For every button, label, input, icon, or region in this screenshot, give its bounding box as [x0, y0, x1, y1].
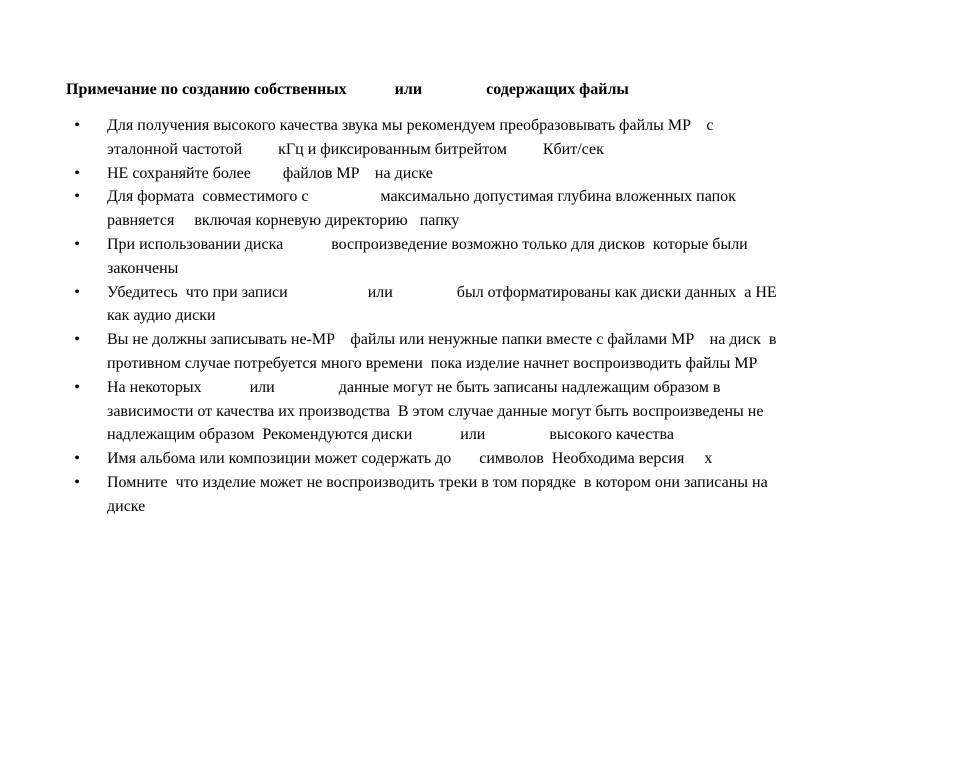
list-item-line: На некоторых или данные могут не быть записаны надлежащим образом в [107, 378, 721, 396]
list-item-line: При использовании диска воспроизведение возможно только для дисков которые были [107, 235, 748, 253]
list-item-line: НЕ сохраняйте более файлов MP на диске [107, 164, 433, 182]
list-item [0, 281, 897, 329]
list-item [0, 471, 897, 519]
bullet-icon: • [74, 378, 80, 396]
list-item-line: противном случае потребуется много времени пока изделие начнет воспроизводить файлы MP [107, 354, 758, 372]
list-item [0, 328, 897, 376]
list-item-line: эталонной частотой кГц и фиксированным битрейтом Кбит/сек [107, 140, 604, 158]
list-item-line: Вы не должны записывать не-MP файлы или ненужные папки вместе с файлами MP на диск в [107, 331, 777, 349]
bullet-icon: • [74, 450, 80, 468]
list-item-line: закончены [107, 259, 179, 277]
list-item-line: как аудио диски [107, 307, 216, 325]
list-item-line: диске [107, 497, 146, 515]
list-item [0, 233, 897, 281]
list-item-line: равняется включая корневую директорию папку [107, 212, 460, 230]
list-item [0, 447, 897, 471]
list-item-line: Имя альбома или композиции может содержать до символов Необходима версия x [107, 450, 713, 468]
list-item-line: Помните что изделие может не воспроизводить треки в том порядке в котором они записаны на [107, 473, 768, 491]
list-item [0, 162, 897, 186]
bullet-icon: • [74, 283, 80, 301]
bullet-icon: • [74, 331, 80, 349]
document-heading: Примечание по созданию собственных или содержащих файлы [66, 81, 629, 98]
list-item-line: надлежащим образом Рекомендуются диски или высокого качества [107, 426, 674, 444]
bullet-icon: • [74, 188, 80, 206]
list-item-line: Для формата совместимого с максимально допустимая глубина вложенных папок [107, 188, 736, 206]
list-item-line: зависимости от качества их производства В этом случае данные могут быть воспроизведены не [107, 402, 764, 420]
bullet-icon: • [74, 117, 80, 134]
bullet-icon: • [74, 235, 80, 253]
list-item [0, 376, 897, 447]
list-item [0, 114, 897, 162]
notes-list [0, 114, 954, 519]
list-item [0, 185, 897, 233]
bullet-icon: • [74, 473, 80, 491]
bullet-icon: • [74, 164, 80, 182]
list-item-line: Для получения высокого качества звука мы рекомендуем преобразовывать файлы MP с [107, 117, 714, 134]
list-item-line: Убедитесь что при записи или был отформатированы как диски данных а НЕ [107, 283, 777, 301]
